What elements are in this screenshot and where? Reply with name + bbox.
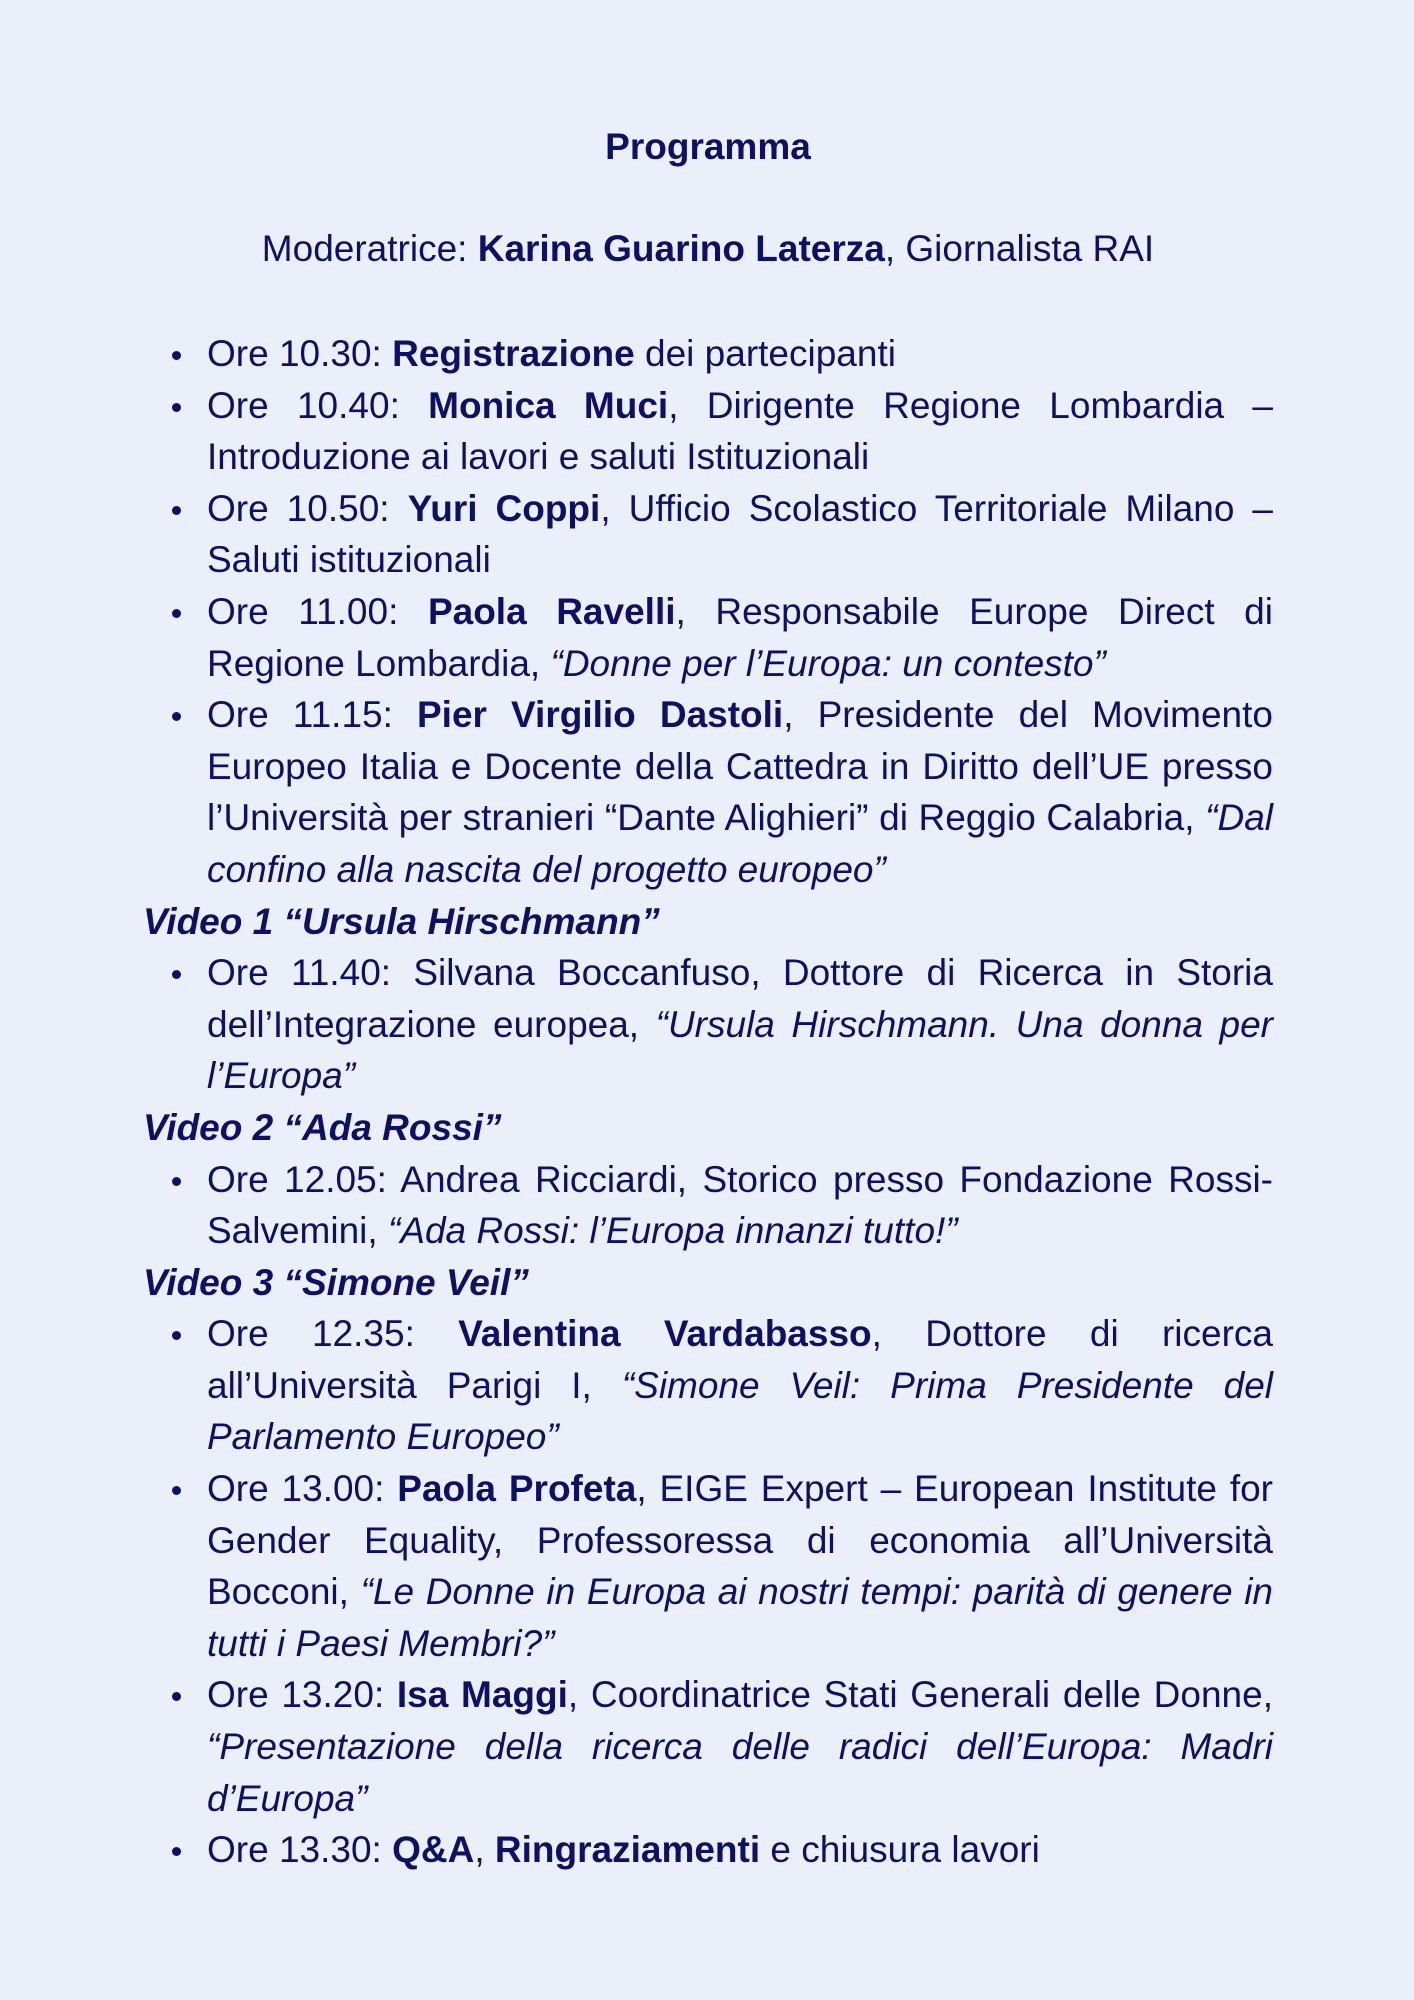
speaker-description: , [474, 1829, 495, 1871]
schedule-time: Ore 13.30: [207, 1829, 393, 1871]
speaker-name: Paola Profeta [397, 1468, 637, 1510]
speaker-description: , Dirigente Regione Lombardia – Introduzione ai lavori e saluti Istituzionali [207, 384, 1273, 478]
speaker-name: Isa Maggi [396, 1674, 568, 1716]
speaker-name: Valentina Vardabasso [458, 1313, 872, 1355]
schedule-time: Ore 10.40: [207, 384, 429, 426]
speaker-name: Pier Virgilio Dastoli [417, 694, 784, 736]
talk-title: “Ada Rossi: l’Europa innanzi tutto!” [387, 1210, 958, 1252]
talk-title: “Dal confino alla nascita del progetto europeo” [207, 797, 1273, 890]
schedule-item [143, 689, 1273, 895]
schedule-time: Ore 13.20: [207, 1674, 397, 1716]
program-schedule [143, 328, 1273, 1876]
schedule-item [143, 947, 1273, 1102]
schedule-list [143, 328, 1273, 896]
speaker-description: , Coordinatrice Stati Generali delle Donne, [567, 1674, 1273, 1716]
talk-title: “Le Donne in Europa ai nostri tempi: parità di genere in tutti i Paesi Membri?” [207, 1571, 1273, 1664]
schedule-item [143, 1463, 1273, 1669]
talk-title: “Donne per l’Europa: un contesto” [550, 642, 1106, 684]
schedule-list [143, 947, 1273, 1102]
schedule-time: Ore 12.35: [207, 1313, 459, 1355]
schedule-item [143, 1154, 1273, 1257]
schedule-item [143, 328, 1273, 380]
speaker-name: Paola Ravelli [427, 590, 676, 632]
schedule-item [143, 380, 1273, 483]
schedule-time: Ore 12.05: [207, 1158, 401, 1200]
schedule-item [143, 483, 1273, 586]
talk-title: “Simone Veil: Prima Presidente del Parlamento Europeo” [207, 1364, 1273, 1458]
schedule-time: Ore 10.30: [207, 333, 393, 374]
schedule-text: e chiusura lavori [760, 1829, 1040, 1871]
video-section-heading: Video 1 “Ursula Hirschmann” [143, 900, 660, 942]
speaker-description: , Presidente del Movimento Europeo Italia e Docente della Cattedra in Diritto dell’UE presso l’Università per stranieri “Dante Alighieri” di Reggio Calabria, [207, 694, 1273, 839]
schedule-time: Ore 11.15: [207, 694, 417, 736]
schedule-item [143, 586, 1273, 689]
schedule-highlight: Ringraziamenti [494, 1829, 761, 1871]
schedule-time: Ore 13.00: [207, 1468, 398, 1510]
moderator-name: Karina Guarino Laterza [477, 228, 885, 269]
speaker-description: Silvana Boccanfuso, Dottore di Ricerca in Storia dell’Integrazione europea, [207, 952, 1273, 1045]
talk-title: “Ursula Hirschmann. Una donna per l’Europa” [207, 1003, 1273, 1097]
schedule-list [143, 1154, 1273, 1257]
speaker-name: Monica Muci [428, 384, 669, 426]
schedule-item [143, 1308, 1273, 1463]
speaker-name: Yuri Coppi [407, 487, 601, 529]
speaker-description: dei partecipanti [634, 333, 896, 374]
speaker-description: Andrea Ricciardi, Storico presso Fondazione Rossi-Salvemini, [207, 1158, 1273, 1252]
speaker-name: Q&A [392, 1829, 475, 1871]
schedule-time: Ore 10.50: [207, 487, 408, 529]
schedule-item [143, 1824, 1273, 1876]
schedule-time: Ore 11.40: [207, 952, 414, 994]
schedule-time: Ore 11.00: [207, 590, 428, 632]
video-section-heading: Video 2 “Ada Rossi” [143, 1106, 502, 1148]
moderator-role: , Giornalista RAI [884, 228, 1155, 269]
moderator-line [143, 226, 1273, 272]
speaker-description: , Ufficio Scolastico Territoriale Milano – Saluti istituzionali [207, 487, 1274, 581]
moderator-prefix: Moderatrice: [261, 228, 478, 269]
talk-title: “Presentazione della ricerca delle radici dell’Europa: Madri d’Europa” [207, 1726, 1273, 1819]
schedule-item [143, 1669, 1273, 1824]
schedule-list [143, 1308, 1273, 1876]
speaker-description: , EIGE Expert – European Institute for Gender Equality, Professoressa di economia all’Università Bocconi, [207, 1468, 1273, 1613]
speaker-description: , Responsabile Europe Direct di Regione Lombardia, [207, 590, 1273, 684]
video-section-heading: Video 3 “Simone Veil” [143, 1261, 529, 1303]
speaker-description: , Dottore di ricerca all’Università Parigi I, [207, 1313, 1273, 1406]
page-title: Programma [605, 126, 811, 167]
speaker-name: Registrazione [392, 333, 635, 374]
